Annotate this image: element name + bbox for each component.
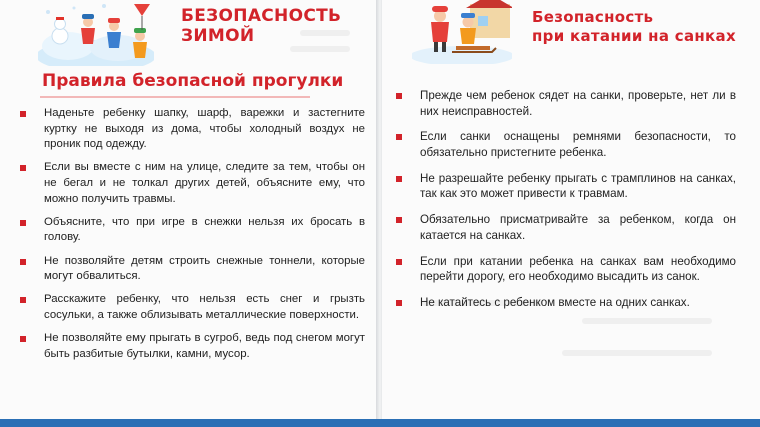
rule-text: Не позволяйте детям строить снежные тоннели, которые могут обвалиться. — [44, 254, 365, 283]
winter-children-illustration — [38, 0, 154, 66]
list-item — [396, 171, 736, 202]
rule-text: Не позволяйте ему прыгать в сугроб, ведь под снегом могут быть разбитые бутылки, камни, мусор. — [44, 332, 365, 360]
bullet-square-icon — [396, 93, 402, 99]
page-title-left — [181, 6, 361, 46]
rule-text: Обязательно присматривайте за ребенком, когда он катается на санках. — [420, 213, 736, 242]
bullet-square-icon — [396, 134, 402, 140]
bullet-square-icon — [20, 336, 26, 342]
list-item — [396, 129, 736, 160]
bullet-square-icon — [396, 217, 402, 223]
list-item — [396, 212, 736, 243]
list-item — [20, 160, 365, 207]
rule-text: Прежде чем ребенок сядет на санки, проверьте, нет ли в них неисправностей. — [420, 89, 736, 118]
rules-list-right — [396, 88, 736, 321]
rule-text: Если санки оснащены ремнями безопасности, то обязательно пристегните ребенка. — [420, 130, 736, 159]
title-line: БЕЗОПАСНОСТЬ — [181, 6, 342, 26]
rule-text: Если вы вместе с ним на улице, следите за тем, чтобы он не бегал и не толкал других детей, объясните ему, что можно получить травмы. — [44, 161, 365, 205]
list-item — [396, 295, 736, 311]
rule-text: Если при катании ребенка на санках вам необходимо перейти дорогу, его необходимо высадить из санок. — [420, 254, 736, 284]
list-item — [396, 88, 736, 119]
title-line: ЗИМОЙ — [181, 26, 255, 46]
bullet-square-icon — [396, 259, 402, 265]
bullet-square-icon — [20, 259, 26, 265]
list-item — [20, 254, 365, 285]
rules-list-left — [20, 106, 365, 370]
bullet-square-icon — [20, 297, 26, 303]
title-line: при катании на санках — [532, 27, 736, 45]
list-item — [20, 292, 365, 323]
section-subtitle: Правила безопасной прогулки — [42, 71, 344, 91]
title-line: Безопасность — [532, 8, 654, 26]
bleed-through-line — [290, 46, 350, 52]
rule-text: Не катайтесь с ребенком вместе на одних санках. — [420, 295, 690, 309]
rule-text: Объясните, что при игре в снежки нельзя их бросать в голову. — [44, 215, 365, 244]
rule-text: Наденьте ребенку шапку, шарф, варежки и застегните куртку не выходя из дома, чтобы холодный воздух не проник под одежду. — [44, 107, 365, 151]
bullet-square-icon — [396, 300, 402, 306]
list-item — [20, 331, 365, 362]
list-item — [20, 106, 365, 153]
bullet-square-icon — [20, 111, 26, 117]
rule-text: Не разрешайте ребенку прыгать с трамплинов на санках, так как это может привести к травмам. — [420, 171, 736, 201]
bullet-square-icon — [20, 165, 26, 171]
list-item — [396, 254, 736, 285]
rule-text: Расскажите ребенку, что нельзя есть снег и грызть сосульки, а также облизывать металлические поверхности. — [44, 293, 365, 321]
bullet-square-icon — [396, 176, 402, 182]
page-title-right — [532, 8, 752, 46]
bullet-square-icon — [20, 220, 26, 226]
subtitle-underline — [40, 96, 310, 98]
left-page — [0, 0, 378, 419]
bottom-color-band — [0, 419, 760, 427]
list-item — [20, 215, 365, 246]
bleed-through-line — [562, 350, 712, 356]
sledding-children-illustration — [412, 0, 512, 64]
